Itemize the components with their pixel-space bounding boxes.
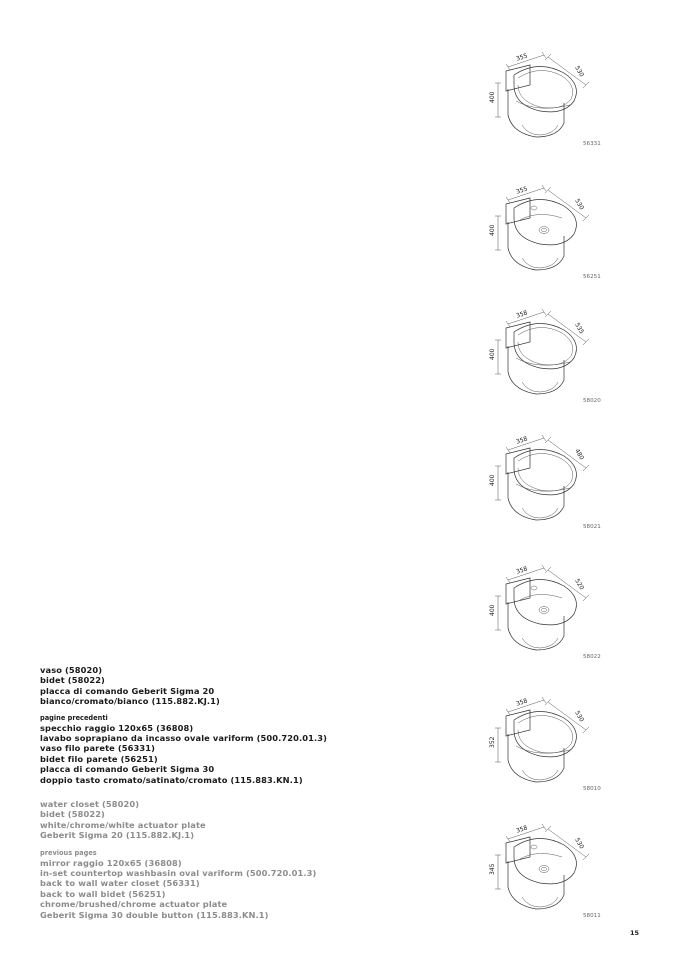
previous-item: specchio raggio 120x65 (36808) (40, 722, 194, 733)
bidet-drawing-icon (478, 558, 608, 668)
previous-item: chrome/brushed/chrome actuator plate (40, 899, 228, 910)
previous-pages-label: previous pages (40, 848, 97, 857)
depth-dimension: 535 (573, 321, 586, 336)
width-dimension: 358 (515, 309, 529, 320)
previous-item: bidet filo parete (56251) (40, 753, 158, 764)
previous-item: Geberit Sigma 30 double button (115.883.KN.1) (40, 909, 269, 920)
toilet-drawing-icon (478, 45, 608, 155)
technical-drawing-wc (478, 302, 608, 412)
toilet-drawing-icon (478, 302, 608, 412)
english-description (40, 799, 460, 920)
width-dimension: 358 (515, 565, 529, 576)
product-code: 58011 (583, 913, 601, 919)
product-code: 58021 (583, 524, 601, 530)
previous-item: back to wall bidet (56251) (40, 888, 166, 899)
previous-pages-label: pagine precedenti (40, 713, 108, 722)
technical-drawing-bidet (478, 558, 608, 668)
previous-item: mirror raggio 120x65 (36808) (40, 857, 182, 868)
depth-dimension: 530 (573, 64, 586, 79)
toilet-drawing-icon (478, 428, 608, 538)
depth-dimension: 480 (573, 447, 586, 462)
height-dimension: 400 (489, 604, 496, 616)
page-number: 15 (630, 929, 640, 937)
technical-drawing-wc (478, 45, 608, 155)
depth-dimension: 530 (573, 197, 586, 212)
height-dimension: 400 (489, 91, 496, 103)
width-dimension: 355 (515, 52, 529, 63)
height-dimension: 400 (489, 474, 496, 486)
technical-drawing-wc (478, 428, 608, 538)
width-dimension: 355 (515, 185, 529, 196)
item-line: bidet (58022) (40, 809, 105, 820)
toilet-drawing-icon (478, 690, 608, 800)
previous-item: placca di comando Geberit Sigma 30 (40, 764, 215, 775)
technical-drawing-bidet (478, 817, 608, 927)
height-dimension: 352 (489, 736, 496, 748)
item-line: placca di comando Geberit Sigma 20 (40, 685, 215, 696)
depth-dimension: 530 (573, 709, 586, 724)
product-code: 58022 (583, 654, 601, 660)
italian-description (40, 665, 460, 785)
previous-item: lavabo soprapiano da incasso ovale variform (500.720.01.3) (40, 733, 328, 744)
item-line: bianco/cromato/bianco (115.882.KJ.1) (40, 696, 220, 707)
height-dimension: 345 (489, 863, 496, 875)
technical-drawing-wc (478, 690, 608, 800)
previous-item: in-set countertop washbasin oval variform (500.720.01.3) (40, 868, 317, 879)
depth-dimension: 520 (573, 577, 586, 592)
product-code: 56251 (583, 274, 601, 280)
product-code: 58020 (583, 398, 601, 404)
previous-item: back to wall water closet (56331) (40, 878, 200, 889)
item-line: white/chrome/white actuator plate (40, 819, 206, 830)
depth-dimension: 530 (573, 836, 586, 851)
height-dimension: 400 (489, 224, 496, 236)
height-dimension: 400 (489, 348, 496, 360)
previous-item: doppio tasto cromato/satinato/cromato (115.883.KN.1) (40, 774, 303, 785)
width-dimension: 358 (515, 435, 529, 446)
item-line: bidet (58022) (40, 675, 105, 686)
width-dimension: 358 (515, 697, 529, 708)
item-line: water closet (58020) (40, 799, 140, 809)
bidet-drawing-icon (478, 817, 608, 927)
product-code: 58010 (583, 786, 601, 792)
previous-item: vaso filo parete (56331) (40, 743, 156, 754)
item-line: Geberit Sigma 20 (115.882.KJ.1) (40, 830, 195, 841)
item-line: vaso (58020) (40, 665, 103, 675)
technical-drawing-bidet (478, 178, 608, 288)
product-code: 56331 (583, 141, 601, 147)
width-dimension: 358 (515, 824, 529, 835)
bidet-drawing-icon (478, 178, 608, 288)
